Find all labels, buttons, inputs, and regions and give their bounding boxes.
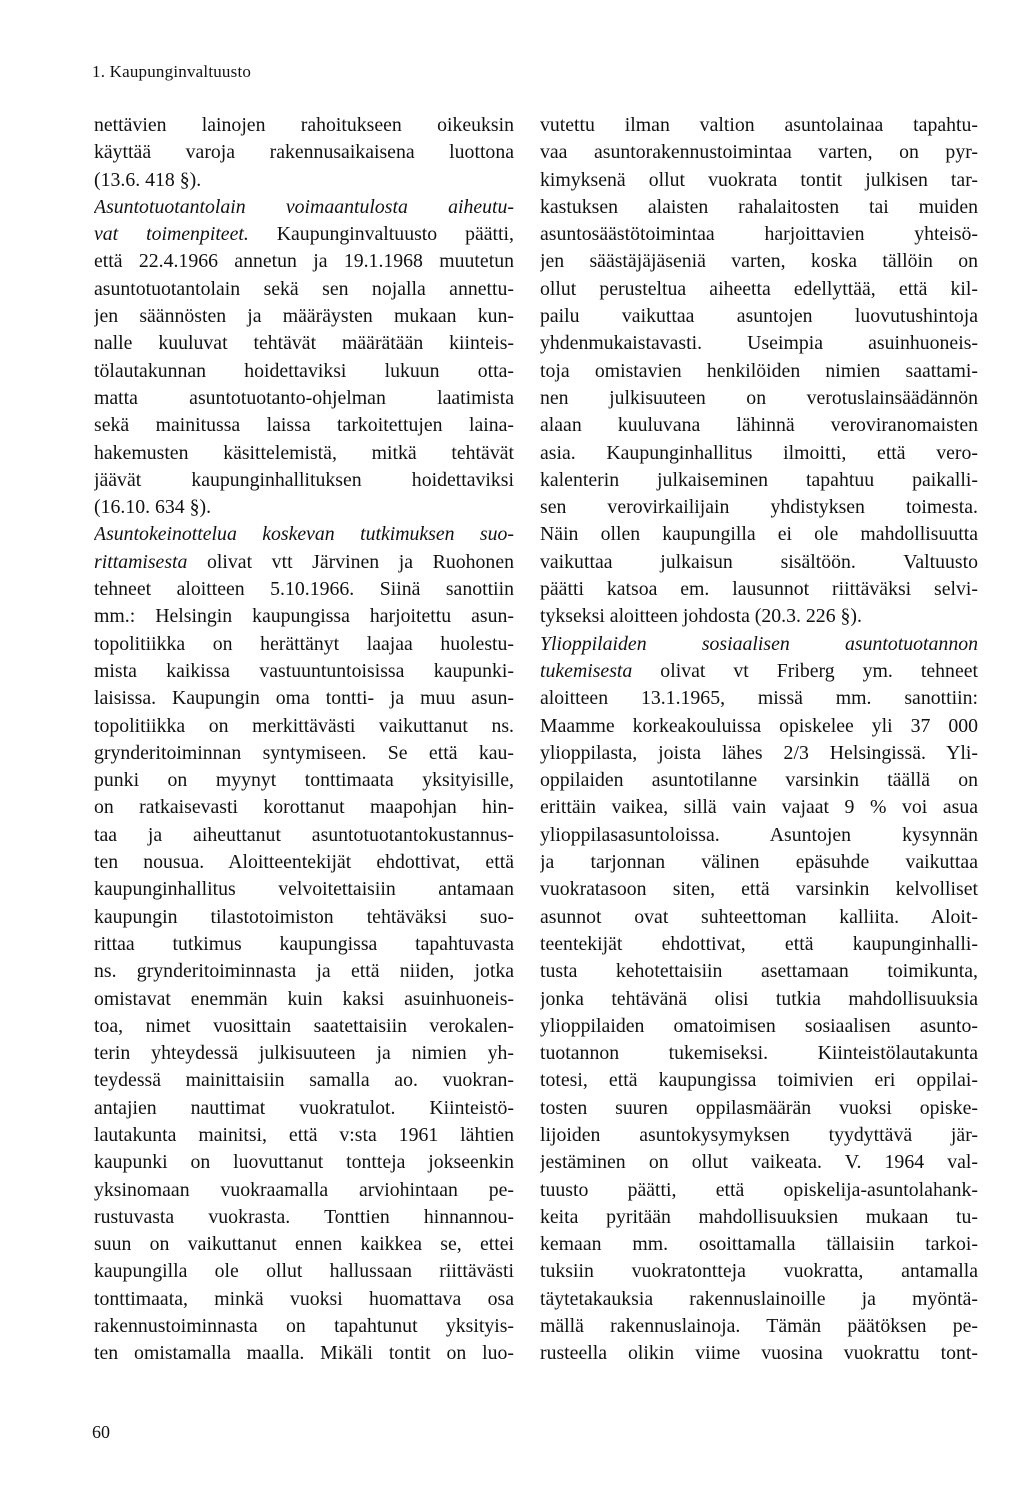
text-line (94, 1177, 514, 1204)
body-text: pailu vaikuttaa asuntojen luovutushintoja (540, 305, 978, 328)
text-line (540, 248, 978, 275)
text-line (94, 1122, 514, 1149)
text-line (540, 1122, 978, 1149)
body-text: asia. Kaupunginhallitus ilmoitti, että vero- (540, 441, 978, 464)
body-text: (13.6. 418 §). (94, 168, 202, 191)
body-text: mällä rakennuslainoja. Tämän päätöksen pe- (540, 1315, 978, 1338)
body-text: kaupunginhallitus velvoitettaisiin antamaan (94, 878, 514, 901)
text-line (94, 1340, 514, 1367)
text-line (540, 221, 978, 248)
body-text: tuusto päätti, että opiskelija-asuntolahank- (540, 1178, 978, 1201)
text-line (540, 440, 978, 467)
body-text: että 22.4.1966 annetun ja 19.1.1968 muutetun (94, 250, 514, 273)
body-text: erittäin vaikea, sillä vain vajaat 9 % voi asua (540, 796, 978, 819)
text-line (540, 849, 978, 876)
body-text: kaupungin tilastotoimiston tehtäväksi suo- (94, 905, 514, 928)
body-text: nen julkisuuteen on verotuslainsäädännön (540, 386, 978, 409)
body-text: jestäminen on ollut vaikeata. V. 1964 val- (540, 1151, 978, 1174)
text-line (94, 358, 514, 385)
body-text: topolitiikka on merkittävästi vaikuttanut ns. (94, 714, 514, 737)
text-line (94, 904, 514, 931)
text-line (540, 986, 978, 1013)
body-text: taa ja aiheuttanut asuntotuotantokustannus- (94, 823, 514, 846)
text-line (94, 467, 514, 494)
text-line (94, 1149, 514, 1176)
text-line (94, 276, 514, 303)
body-text: kastuksen alaisten rahalaitosten tai muiden (540, 195, 978, 218)
body-text: teentekijät ehdottivat, että kaupunginhalli- (540, 932, 978, 955)
body-text: totesi, että kaupungissa toimivien eri oppilai- (540, 1069, 978, 1092)
body-text: aloitteen 13.1.1965, missä mm. sanottiin: (540, 687, 978, 710)
text-line (94, 440, 514, 467)
body-text: suun on vaikuttanut ennen kaikkea se, ettei (94, 1233, 514, 1256)
body-text: alaan kuuluvana lähinnä veroviranomaisten (540, 414, 978, 437)
text-line (540, 767, 978, 794)
body-text: punki on myynyt tonttimaata yksityisille, (94, 769, 514, 792)
text-line (540, 358, 978, 385)
body-text: Maamme korkeakouluissa opiskelee yli 37 000 (540, 714, 978, 737)
body-text: (16.10. 634 §). (94, 496, 212, 519)
body-text: tehneet aloitteen 5.10.1966. Siinä sanottiin (94, 578, 514, 601)
text-line (94, 167, 514, 194)
text-line (540, 658, 978, 685)
body-text: päätti katsoa em. lausunnot riittäväksi selvi- (540, 578, 978, 601)
body-text: mm.: Helsingin kaupungissa harjoitettu asun- (94, 605, 514, 628)
text-line (94, 330, 514, 357)
text-line (94, 549, 514, 576)
text-line (94, 494, 514, 521)
text-line (540, 1204, 978, 1231)
text-line (94, 1313, 514, 1340)
body-text: jen säännösten ja määräysten mukaan kun- (94, 305, 514, 328)
body-text: tuksiin vuokratontteja vuokratta, antamalla (540, 1260, 978, 1283)
text-line (540, 740, 978, 767)
text-line (540, 303, 978, 330)
text-line (94, 1204, 514, 1231)
body-text: tonttimaata, minkä vuoksi huomattava osa (94, 1287, 514, 1310)
text-line (94, 986, 514, 1013)
body-text: täytetakauksia rakennuslainoille ja myöntä- (540, 1287, 978, 1310)
text-line (540, 603, 978, 630)
body-text: ylioppilaiden omatoimisen sosiaalisen asunto- (540, 1014, 978, 1037)
text-line (540, 385, 978, 412)
body-text: Kaupunginvaltuusto päätti, (248, 223, 514, 246)
text-line (94, 794, 514, 821)
body-text: ja tarjonnan välinen epäsuhde vaikuttaa (540, 851, 978, 874)
body-text: rustuvasta vuokrasta. Tonttien hinnannou- (94, 1205, 514, 1228)
text-line (540, 1095, 978, 1122)
body-text: asunnot ovat suhteettoman kalliita. Aloit- (540, 905, 978, 928)
text-line (540, 1013, 978, 1040)
body-text: grynderitoiminnan syntymiseen. Se että kau- (94, 741, 514, 764)
text-line (94, 876, 514, 903)
body-text: hakemusten käsittelemistä, mitkä tehtävät (94, 441, 514, 464)
italic-heading-text: vat toimenpiteet. (94, 223, 249, 246)
body-text: yksinomaan vuokraamalla arviohintaan pe- (94, 1178, 514, 1201)
body-text: jonka tehtävänä olisi tutkia mahdollisuuksia (540, 987, 978, 1010)
text-line (94, 139, 514, 166)
text-line (540, 167, 978, 194)
text-line (94, 1067, 514, 1094)
text-line (94, 112, 514, 139)
left-text-column (94, 112, 514, 1368)
text-line (540, 276, 978, 303)
italic-heading-text: rittamisesta (94, 550, 188, 573)
text-line (94, 1258, 514, 1285)
body-text: vaikuttaa julkaisun sisältöön. Valtuusto (540, 550, 978, 573)
text-line (94, 248, 514, 275)
body-text: matta asuntotuotanto-ohjelman laatimista (94, 386, 514, 409)
body-text: tuotannon tukemiseksi. Kiinteistölautakunta (540, 1042, 978, 1065)
running-header: 1. Kaupunginvaltuusto (92, 62, 252, 81)
text-line (540, 822, 978, 849)
text-line (540, 1258, 978, 1285)
text-line (540, 139, 978, 166)
text-line (94, 194, 514, 221)
body-text: laisissa. Kaupungin oma tontti- ja muu asun- (94, 687, 514, 710)
text-line (540, 412, 978, 439)
body-text: toa, nimet vuosittain saatettaisiin verokalen- (94, 1014, 514, 1037)
text-line (540, 467, 978, 494)
text-line (540, 1067, 978, 1094)
text-line (94, 1040, 514, 1067)
text-line (94, 958, 514, 985)
text-line (540, 194, 978, 221)
body-text: keita pyritään mahdollisuuksien mukaan tu- (540, 1205, 978, 1228)
text-line (94, 740, 514, 767)
text-line (540, 1313, 978, 1340)
body-text: on ratkaisevasti korottanut maapohjan hin- (94, 796, 514, 819)
body-text: mista kaikissa vastuuntuntoisissa kaupunki- (94, 659, 514, 682)
text-line (540, 713, 978, 740)
body-text: kaupunki on luovuttanut tontteja jokseenkin (94, 1151, 514, 1174)
italic-heading-text: Asuntokeinottelua koskevan tutkimuksen suo- (94, 523, 514, 546)
text-line (540, 549, 978, 576)
text-line (94, 303, 514, 330)
text-line (94, 521, 514, 548)
text-line (94, 685, 514, 712)
body-text: ylioppilasasuntoloissa. Asuntojen kysynnän (540, 823, 978, 846)
body-text: sekä mainitussa laissa tarkoitettujen laina- (94, 414, 514, 437)
text-line (94, 631, 514, 658)
body-text: lijoiden asuntokysymyksen tyydyttävä jär- (540, 1123, 978, 1146)
body-text: vuokratasoon siten, että varsinkin kelvolliset (540, 878, 978, 901)
body-text: jäävät kaupunginhallituksen hoidettaviksi (94, 468, 514, 491)
body-text: käyttää varoja rakennusaikaisena luottona (94, 141, 514, 164)
body-text: rakennustoiminnasta on tapahtunut yksityis- (94, 1315, 514, 1338)
body-text: antajien nauttimat vuokratulot. Kiinteistö- (94, 1096, 514, 1119)
text-line (94, 931, 514, 958)
text-line (540, 1149, 978, 1176)
body-text: olivat vt Friberg ym. tehneet (632, 659, 978, 682)
text-line (540, 1177, 978, 1204)
body-text: ns. grynderitoiminnasta ja että niiden, jotka (94, 960, 514, 983)
body-text: toja omistavien henkilöiden nimien saattami- (540, 359, 978, 382)
text-line (94, 767, 514, 794)
body-text: rusteella olikin viime vuosina vuokrattu tont- (540, 1342, 978, 1365)
text-line (540, 521, 978, 548)
text-line (94, 658, 514, 685)
text-line (540, 330, 978, 357)
body-text: olivat vtt Järvinen ja Ruohonen (187, 550, 514, 573)
body-text: tosten suuren oppilasmäärän vuoksi opiske- (540, 1096, 978, 1119)
text-line (540, 1040, 978, 1067)
body-text: Näin ollen kaupungilla ei ole mahdollisuutta (540, 523, 978, 546)
body-text: nettävien lainojen rahoitukseen oikeuksin (94, 114, 514, 136)
text-line (540, 931, 978, 958)
text-line (540, 494, 978, 521)
body-text: ten omistamalla maalla. Mikäli tontit on luo- (94, 1342, 514, 1365)
body-text: omistavat enemmän kuin kaksi asuinhuoneis- (94, 987, 514, 1010)
body-text: tusta kehotettaisiin asettamaan toimikunta, (540, 960, 978, 983)
italic-heading-text: tukemisesta (540, 659, 633, 682)
body-text: tölautakunnan hoidettaviksi lukuun otta- (94, 359, 514, 382)
text-line (540, 1286, 978, 1313)
body-text: oppilaiden asuntotilanne varsinkin täällä on (540, 769, 978, 792)
body-text: tykseksi aloitteen johdosta (20.3. 226 §). (540, 605, 862, 628)
page-number: 60 (92, 1422, 110, 1442)
text-line (540, 794, 978, 821)
body-text: topolitiikka on herättänyt laajaa huolestu- (94, 632, 514, 655)
body-text: nalle kuuluvat tehtävät määrätään kiinteis- (94, 332, 514, 355)
italic-heading-text: Ylioppilaiden sosiaalisen asuntotuotannon (540, 632, 978, 655)
text-line (94, 576, 514, 603)
body-text: asuntotuotantolain sekä sen nojalla annettu- (94, 277, 514, 300)
body-text: kemaan mm. osoittamalla tällaisiin tarkoi- (540, 1233, 978, 1256)
text-line (94, 221, 514, 248)
text-line (94, 713, 514, 740)
body-text: ten nousua. Aloitteentekijät ehdottivat, että (94, 851, 514, 874)
text-line (540, 576, 978, 603)
text-line (94, 1286, 514, 1313)
text-line (540, 1231, 978, 1258)
body-text: ollut perusteltua aiheetta edellyttää, että kil- (540, 277, 978, 300)
body-text: vutettu ilman valtion asuntolainaa tapahtu- (540, 114, 978, 136)
italic-heading-text: Asuntotuotantolain voimaantulosta aiheutu- (94, 195, 514, 218)
text-line (94, 1095, 514, 1122)
body-text: rittaa tutkimus kaupungissa tapahtuvasta (94, 932, 514, 955)
right-text-column (540, 112, 978, 1368)
body-text: jen säästäjäjäseniä varten, koska tällöin on (540, 250, 978, 273)
body-text: asuntosäästötoimintaa harjoittavien yhteisö- (540, 223, 978, 246)
text-line (540, 685, 978, 712)
body-text: ylioppilasta, joista lähes 2/3 Helsingissä. Yli- (540, 741, 978, 764)
body-text: teydessä mainittaisiin samalla ao. vuokran- (94, 1069, 514, 1092)
text-line (540, 1340, 978, 1367)
text-line (94, 603, 514, 630)
body-text: lautakunta mainitsi, että v:sta 1961 lähtien (94, 1123, 514, 1146)
text-line (94, 412, 514, 439)
text-line (94, 1231, 514, 1258)
text-line (94, 822, 514, 849)
body-text: vaa asuntorakennustoimintaa varten, on pyr- (540, 141, 978, 164)
body-text: yhdenmukaistavasti. Useimpia asuinhuoneis- (540, 332, 978, 355)
body-text: kalenterin julkaiseminen tapahtuu paikalli- (540, 468, 978, 491)
text-line (540, 112, 978, 139)
body-text: kaupungilla ole ollut hallussaan riittävästi (94, 1260, 514, 1283)
body-text: sen verovirkailijain yhdistyksen toimesta. (540, 496, 978, 519)
text-line (94, 1013, 514, 1040)
text-line (540, 904, 978, 931)
text-line (540, 631, 978, 658)
text-line (94, 385, 514, 412)
body-text: terin yhteydessä julkisuuteen ja nimien yh- (94, 1042, 514, 1065)
text-line (540, 876, 978, 903)
text-line (94, 849, 514, 876)
body-text: kimyksenä ollut vuokrata tontit julkisen tar- (540, 168, 978, 191)
text-line (540, 958, 978, 985)
